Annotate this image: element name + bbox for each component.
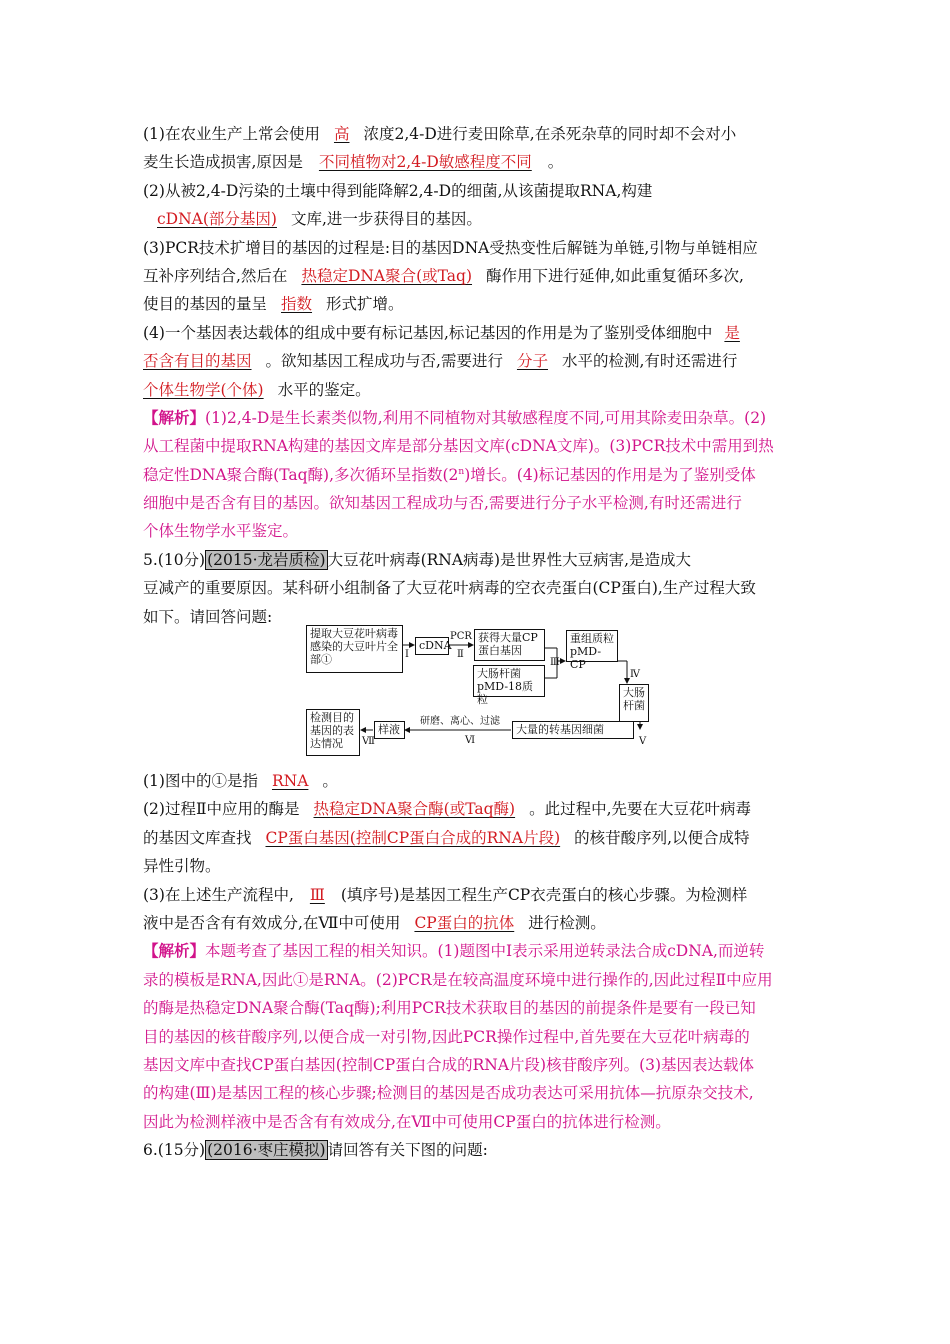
- answer-blank: 分子: [516, 352, 548, 371]
- q5-sub3-line2: 液中是否含有有效成分,在Ⅶ中可使用 CP蛋白的抗体 进行检测。: [143, 913, 606, 932]
- step-label: Ⅲ: [550, 657, 560, 668]
- q5-analysis-line2: 录的模板是RNA,因此①是RNA。(2)PCR是在较高温度环境中进行操作的,因此过程Ⅱ中应用: [143, 970, 773, 989]
- answer-blank: 个体生物学(个体): [143, 380, 264, 399]
- box-cp-gene: 获得大量CP蛋白基因: [474, 629, 545, 661]
- box-sample-liquid: 样液: [374, 721, 405, 739]
- flow-diagram: [305, 623, 650, 757]
- box-transgenic-bacteria: 大量的转基因细菌: [512, 721, 634, 739]
- answer-blank: 热稳定DNA聚合(或Taq): [301, 266, 473, 285]
- answer-blank: 不同植物对2,4-D敏感程度不同: [318, 153, 532, 172]
- q5-analysis-line6: 的构建(Ⅲ)是基因工程的核心步骤;检测目的基因是否成功表达可采用抗体—抗原杂交技术,: [143, 1084, 754, 1103]
- q4-part1-line1: (1)在农业生产上常会使用 高 浓度2,4-D进行麦田除草,在杀死杂草的同时却不会对小: [143, 125, 737, 143]
- answer-blank: 否含有目的基因: [143, 352, 252, 371]
- answer-blank: 是: [724, 323, 740, 342]
- q4-part3-line2: 互补序列结合,然后在 热稳定DNA聚合(或Taq) 酶作用下进行延伸,如此重复循环多次,: [143, 266, 744, 285]
- answer-blank: CP蛋白基因(控制CP蛋白合成的RNA片段): [265, 828, 561, 847]
- q5-line2: 豆减产的重要原因。某科研小组制备了大豆花叶病毒的空衣壳蛋白(CP蛋白),生产过程大致: [143, 579, 756, 598]
- q5-analysis-line1: 【解析】本题考查了基因工程的相关知识。(1)题图中Ⅰ表示采用逆转录法合成cDNA,而逆转: [143, 941, 765, 961]
- q4-part2-line1: (2)从被2,4-D污染的土壤中得到能降解2,4-D的细菌,从该菌提取RNA,构建: [143, 181, 653, 200]
- q4-part2-line2: cDNA(部分基因) 文库,进一步获得目的基因。: [143, 205, 823, 233]
- box-cdna: cDNA: [415, 637, 449, 655]
- step-label: Ⅴ: [639, 736, 647, 747]
- q4-analysis-line4: 细胞中是否含有目的基因。欲知基因工程成功与否,需要进行分子水平检测,有时还需进行: [143, 494, 742, 513]
- process-label: 研磨、离心、过滤: [420, 716, 500, 727]
- q5-analysis-line7: 因此为检测样液中是否含有有效成分,在Ⅶ中可使用CP蛋白的抗体进行检测。: [143, 1112, 671, 1131]
- box-recombinant-plasmid: 重组质粒pMD-CP: [566, 630, 618, 662]
- step-label: Ⅵ: [465, 735, 476, 746]
- q4-analysis-line2: 从工程菌中提取RNA构建的基因文库是部分基因文库(cDNA文库)。(3)PCR技术中需用到热: [143, 437, 774, 456]
- step-label: Ⅳ: [630, 669, 640, 680]
- q5-sub2-line1: (2)过程Ⅱ中应用的酶是 热稳定DNA聚合酶(或Taq酶) 。此过程中,先要在大豆花叶病毒: [143, 800, 752, 819]
- q5-sub2-line3: 异性引物。: [143, 857, 221, 876]
- q5-sub2-line2: 的基因文库查找 CP蛋白基因(控制CP蛋白合成的RNA片段) 的核苷酸序列,以便合成特: [143, 828, 750, 847]
- q5-analysis-line5: 基因文库中查找CP蛋白基因(控制CP蛋白合成的RNA片段)核苷酸序列。(3)基因表达载体: [143, 1055, 755, 1074]
- q4-part4-line1: (4)一个基因表达载体的组成中要有标记基因,标记基因的作用是为了鉴别受体细胞中 是: [143, 323, 740, 342]
- q6-heading: 6.(15分) (2016·枣庄模拟) 请回答有关下图的问题:: [143, 1141, 488, 1160]
- q5-sub1: (1)图中的①是指 RNA 。: [143, 772, 338, 791]
- answer-blank: 高: [333, 125, 350, 143]
- box-ecoli: 大肠杆菌: [619, 684, 649, 722]
- q4-part3-line3: 使目的基因的量呈 指数 形式扩增。: [143, 295, 404, 314]
- answer-blank: cDNA(部分基因): [157, 210, 277, 229]
- answer-blank: RNA: [271, 772, 309, 791]
- q5-sub3-line1: (3)在上述生产流程中, Ⅲ (填序号)是基因工程生产CP衣壳蛋白的核心步骤。为检测样: [143, 885, 748, 904]
- box-leaf-extract: 提取大豆花叶病毒感染的大豆叶片全部①: [306, 625, 403, 673]
- box-detect-expression: 检测目的基因的表达情况: [306, 709, 360, 756]
- q5-analysis-line4: 目的基因的核苷酸序列,以便合成一对引物,因此PCR操作过程中,首先要在大豆花叶病毒的: [143, 1027, 750, 1046]
- step-label: Ⅶ: [362, 736, 375, 747]
- pcr-label: PCR: [450, 631, 472, 642]
- q4-part3-line1: (3)PCR技术扩增目的基因的过程是:目的基因DNA受热变性后解链为单链,引物与单链相应: [143, 238, 758, 257]
- answer-blank: CP蛋白的抗体: [414, 913, 515, 932]
- q5-heading: 5.(10分) (2015·龙岩质检) 大豆花叶病毒(RNA病毒)是世界性大豆病害,是造成大: [143, 550, 692, 569]
- q4-part4-line2: 否含有目的基因 。欲知基因工程成功与否,需要进行 分子 水平的检测,有时还需进行: [143, 352, 738, 371]
- q4-analysis-line3: 稳定性DNA聚合酶(Taq酶),多次循环呈指数(2$^n$)增长。(4)标记基因的作用是为了鉴别受体: [143, 465, 756, 484]
- step-label: Ⅰ: [405, 649, 409, 660]
- q4-part1-line2: 麦生长造成损害,原因是 不同植物对2,4-D敏感程度不同 。: [143, 153, 564, 172]
- q4-analysis-line5: 个体生物学水平鉴定。: [143, 522, 299, 541]
- answer-blank: 热稳定DNA聚合酶(或Taq酶): [313, 800, 516, 819]
- q5-analysis-line3: 的酶是热稳定DNA聚合酶(Taq酶);利用PCR技术获取目的基因的前提条件是要有一段已知: [143, 999, 756, 1018]
- source-badge: (2015·龙岩质检): [207, 550, 326, 569]
- box-ecoli-plasmid: 大肠杆菌pMD-18质粒: [473, 665, 545, 697]
- q4-analysis-line1: 【解析】(1)2,4-D是生长素类似物,利用不同植物对其敏感程度不同,可用其除麦田杂草。(2): [143, 407, 767, 427]
- answer-blank: 指数: [281, 295, 313, 314]
- step-label: Ⅱ: [457, 649, 464, 660]
- answer-blank: Ⅲ: [309, 885, 325, 904]
- q5-line3: 如下。请回答问题:: [143, 607, 273, 626]
- q4-part4-line3: 个体生物学(个体) 水平的鉴定。: [143, 380, 371, 399]
- source-badge: (2016·枣庄模拟): [207, 1141, 326, 1160]
